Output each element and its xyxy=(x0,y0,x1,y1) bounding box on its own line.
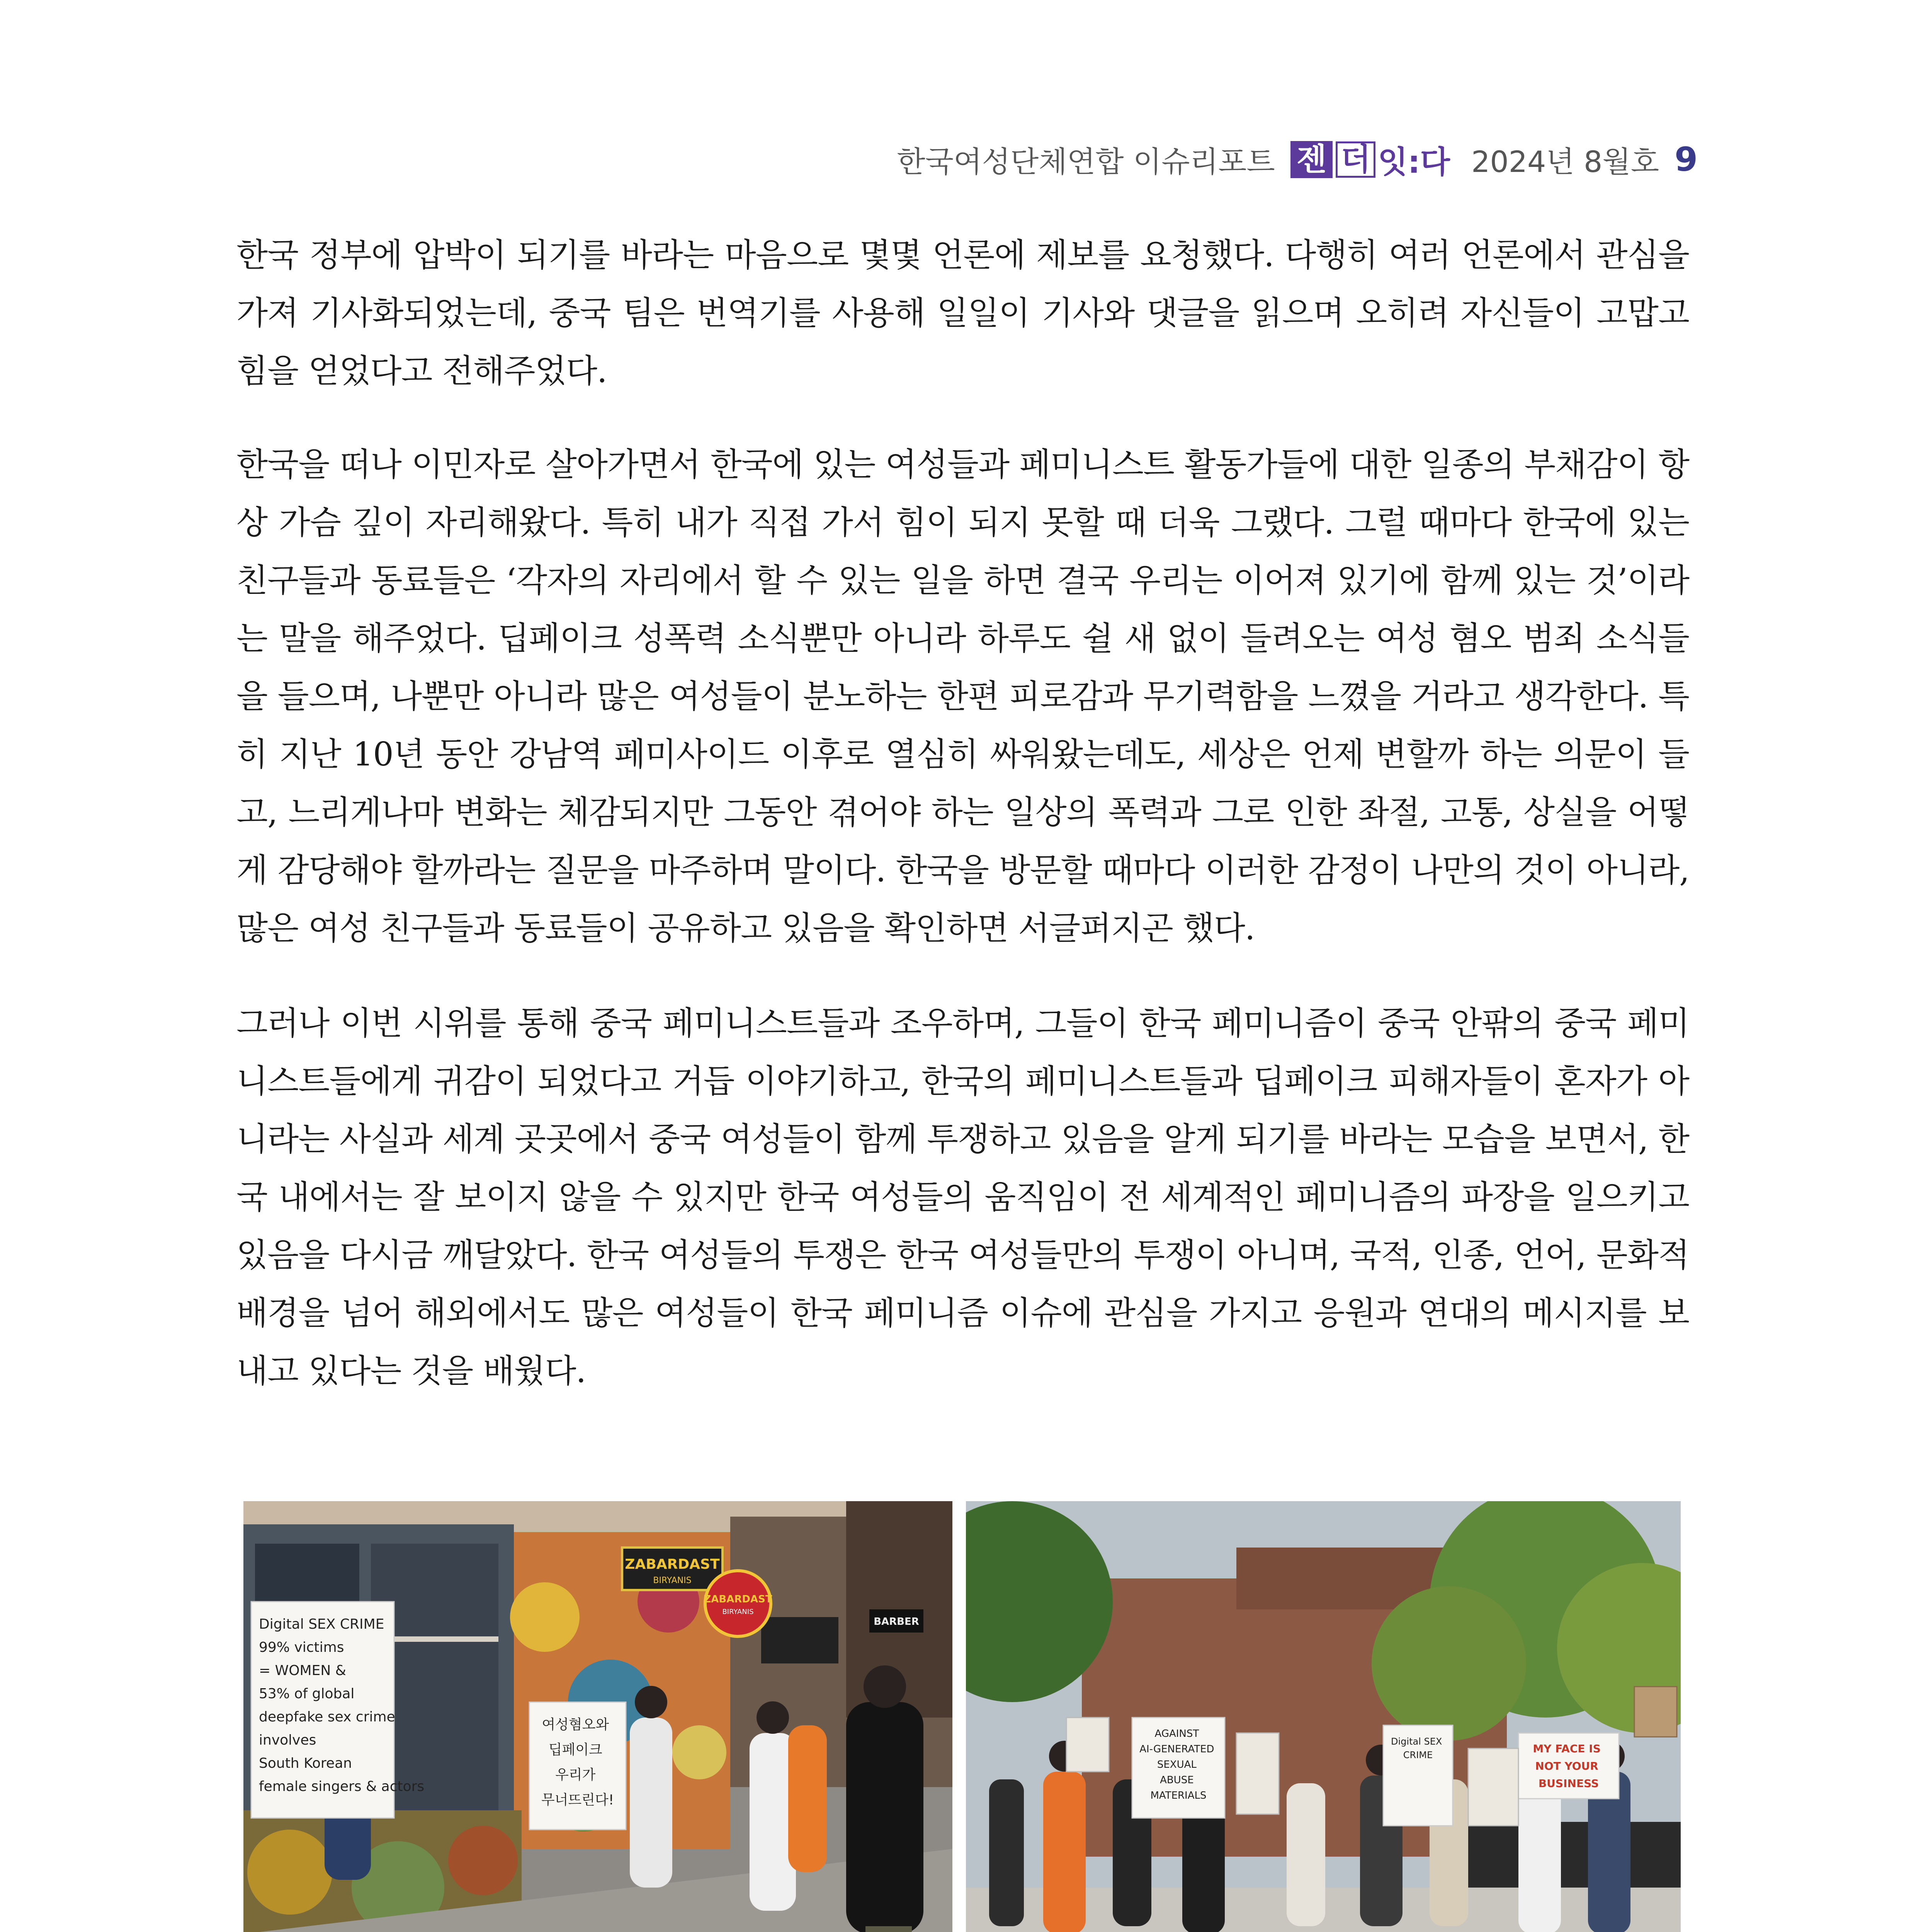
svg-text:BIRYANIS: BIRYANIS xyxy=(722,1608,754,1616)
svg-text:Digital SEX CRIME 99%: Digital SEX CRIME 99% victims = WOMEN & 53% of global deepfake sex crime involves South Korean female singers & actors xyxy=(259,1616,425,1794)
svg-text:BARBER: BARBER xyxy=(874,1616,919,1628)
header-org-name: 한국여성단체연합 이슈리포트 xyxy=(897,145,1275,179)
store-sign-round xyxy=(704,1571,772,1636)
brand-logo xyxy=(1290,137,1450,182)
svg-text:BIRYANIS: BIRYANIS xyxy=(653,1576,692,1585)
page-header xyxy=(897,137,1698,182)
placard-my-face xyxy=(1518,1733,1619,1799)
body-paragraph-3: 그러나 이번 시위를 통해 중국 페미니스트들과 조우하며, 그들이 한국 페미니즘이 중국 안팎의 중국 페미니스트들에게 귀감이 되었다고 거듭 이야기하고, 한국의 페미니스트들과 딥페이크 피해자들이 혼자가 아니라는 사실과 세계 곳곳에서 중국 여성들이 함께 투쟁하고 있음을 알게 되기를 바라는 모습을 보면서, 한국 내에서는 잘 보이지 않을 수 있지만 한국 여성들의 움직임이 전 세계적인 페미니즘의 파장을 일으키고 있음을 다시금 깨달았다. 한국 여성들의 투쟁은 한국 여성들만의 투쟁이 아니며, 국적, 인종, 언어, 문화적 배경을 넘어 해외에서도 많은 여성들이 한국 페미니즘 이슈에 관심을 가지고 응원과 연대의 메시지를 보내고 있다는 것을 배웠다. xyxy=(236,1004,1689,1390)
body-paragraph-2: 한국을 떠나 이민자로 살아가면서 한국에 있는 여성들과 페미니스트 활동가들에 대한 일종의 부채감이 항상 가슴 깊이 자리해왔다. 특히 내가 직접 가서 힘이 되지 못할 때 더욱 그랬다. 그럴 때마다 한국에 있는 친구들과 동료들은 ‘각자의 자리에서 할 수 있는 일을 하면 결국 우리는 이어져 있기에 함께 있는 것’이라는 말을 해주었다. 딥페이크 성폭력 소식뿐만 아니라 하루도 쉴 새 없이 들려오는 여성 혐오 범죄 소식들을 들으며, 나뿐만 아니라 많은 여성들이 분노하는 한편 피로감과 무기력함을 느꼈을 거라고 생각한다. 특히 지난 10년 동안 강남역 페미사이드 이후로 열심히 싸워왔는데도, 세상은 언제 변할까 하는 의문이 들고, 느리게나마 변화는 체감되지만 그동안 겪어야 하는 일상의 폭력과 그로 인한 좌절, 고통, 상실을 어떻게 감당해야 할까라는 질문을 마주하며 말이다. 한국을 방문할 때마다 이러한 감정이 나만의 것이 아니라, 많은 여성 친구들과 동료들이 공유하고 있음을 확인하면 서글퍼지곤 했다. xyxy=(236,446,1689,947)
brand-logo-part-2: 더 xyxy=(1336,141,1375,178)
placard-ai-generated xyxy=(1132,1718,1225,1818)
svg-text:ZABARDAST: ZABARDAST xyxy=(625,1556,720,1572)
svg-text:Digital SEX CRIME: Digital SEX CRIME xyxy=(1391,1736,1442,1760)
shop-sign xyxy=(869,1609,923,1633)
svg-text:MY FACE IS NOT YOUR: MY FACE IS NOT YOUR BUSINESS xyxy=(1533,1742,1601,1790)
svg-text:여성혐오와 딥페이크 우리가: 여성혐오와 딥페이크 우리가 무너뜨린다! xyxy=(541,1717,614,1808)
svg-text:ZABARDAST: ZABARDAST xyxy=(704,1594,772,1605)
placard-digital-sex-crime-right xyxy=(1383,1725,1453,1826)
body-paragraph-1: 한국 정부에 압박이 되기를 바라는 마음으로 몇몇 언론에 제보를 요청했다. 다행히 여러 언론에서 관심을 가져 기사화되었는데, 중국 팀은 번역기를 사용해 일일이 기사와 댓글을 읽으며 오히려 자신들이 고맙고 힘을 얻었다고 전해주었다. xyxy=(236,236,1689,390)
photo-rally-square xyxy=(966,1501,1681,1932)
store-sign xyxy=(622,1548,723,1590)
photo-street-march xyxy=(243,1501,952,1932)
photo-street-march-image xyxy=(243,1501,952,1932)
placard-korean xyxy=(529,1702,626,1830)
page-number: 9 xyxy=(1675,140,1698,179)
photo-rally-square-image xyxy=(966,1501,1681,1932)
header-issue-date: 2024년 8월호 xyxy=(1471,145,1659,179)
svg-text:AGAINST AI-GENERATED: AGAINST AI-GENERATED SEXUAL ABUSE MATERIALS xyxy=(1139,1728,1214,1801)
brand-logo-part-3: 잇:다 xyxy=(1378,144,1450,180)
brand-logo-part-1: 젠 xyxy=(1290,141,1333,178)
